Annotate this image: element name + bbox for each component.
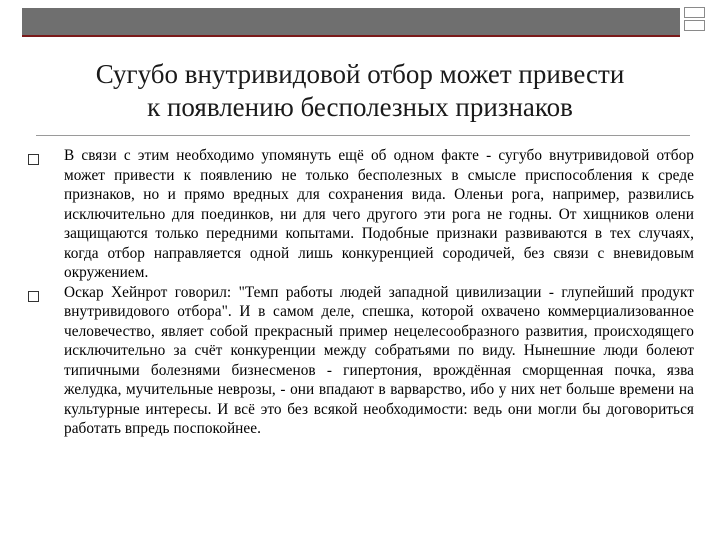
corner-square-icon: [684, 7, 705, 18]
square-bullet-icon: [28, 291, 39, 302]
slide-title-line-1: Сугубо внутривидовой отбор может привести: [95, 59, 625, 89]
bullet-item: [24, 283, 694, 439]
square-bullet-icon: [28, 154, 39, 165]
slide-title: [30, 58, 690, 124]
corner-square-icon: [684, 20, 705, 31]
bullet-text: Оскар Хейнрот говорил: "Темп работы людей западной цивилизации - глупейший продукт внутривидового отбора". И в самом деле, спешка, которой охвачено коммерциализованное человечество, являет собой прекрасный пример нецелесообразного развития, происходящего исключительно за счёт конкуренции между собратьями по виду. Нынешние люди болеют типичными болезнями бизнесменов - гипертония, врождённая сморщенная почка, язва желудка, мучительные неврозы, - они впадают в варварство, ибо у них нет больше времени на культурные интересы. И всё это без всякой необходимости: ведь они могли бы договориться работать впредь поспокойнее.: [64, 283, 694, 437]
bullet-item: [24, 146, 694, 283]
bullet-list: [24, 146, 694, 439]
header-bar: [22, 8, 680, 35]
slide-title-line-2: к появлению бесполезных признаков: [147, 92, 573, 122]
header-accent-line: [22, 35, 680, 37]
bullet-text: В связи с этим необходимо упомянуть ещё об одном факте - сугубо внутривидовой отбор может привести к появлению не только бесполезных в смысле приспособления к среде признаков, но и прямо вредных для сохранения вида. Оленьи рога, например, развились исключительно для поединков, ни для чего другого эти рога не годны. От хищников олени защищаются только передними копытами. Подобные признаки развиваются в тех случаях, когда отбор направляется одной лишь конкуренцией сородичей, без связи с вневидовым окружением.: [64, 147, 694, 281]
title-divider: [36, 135, 690, 136]
